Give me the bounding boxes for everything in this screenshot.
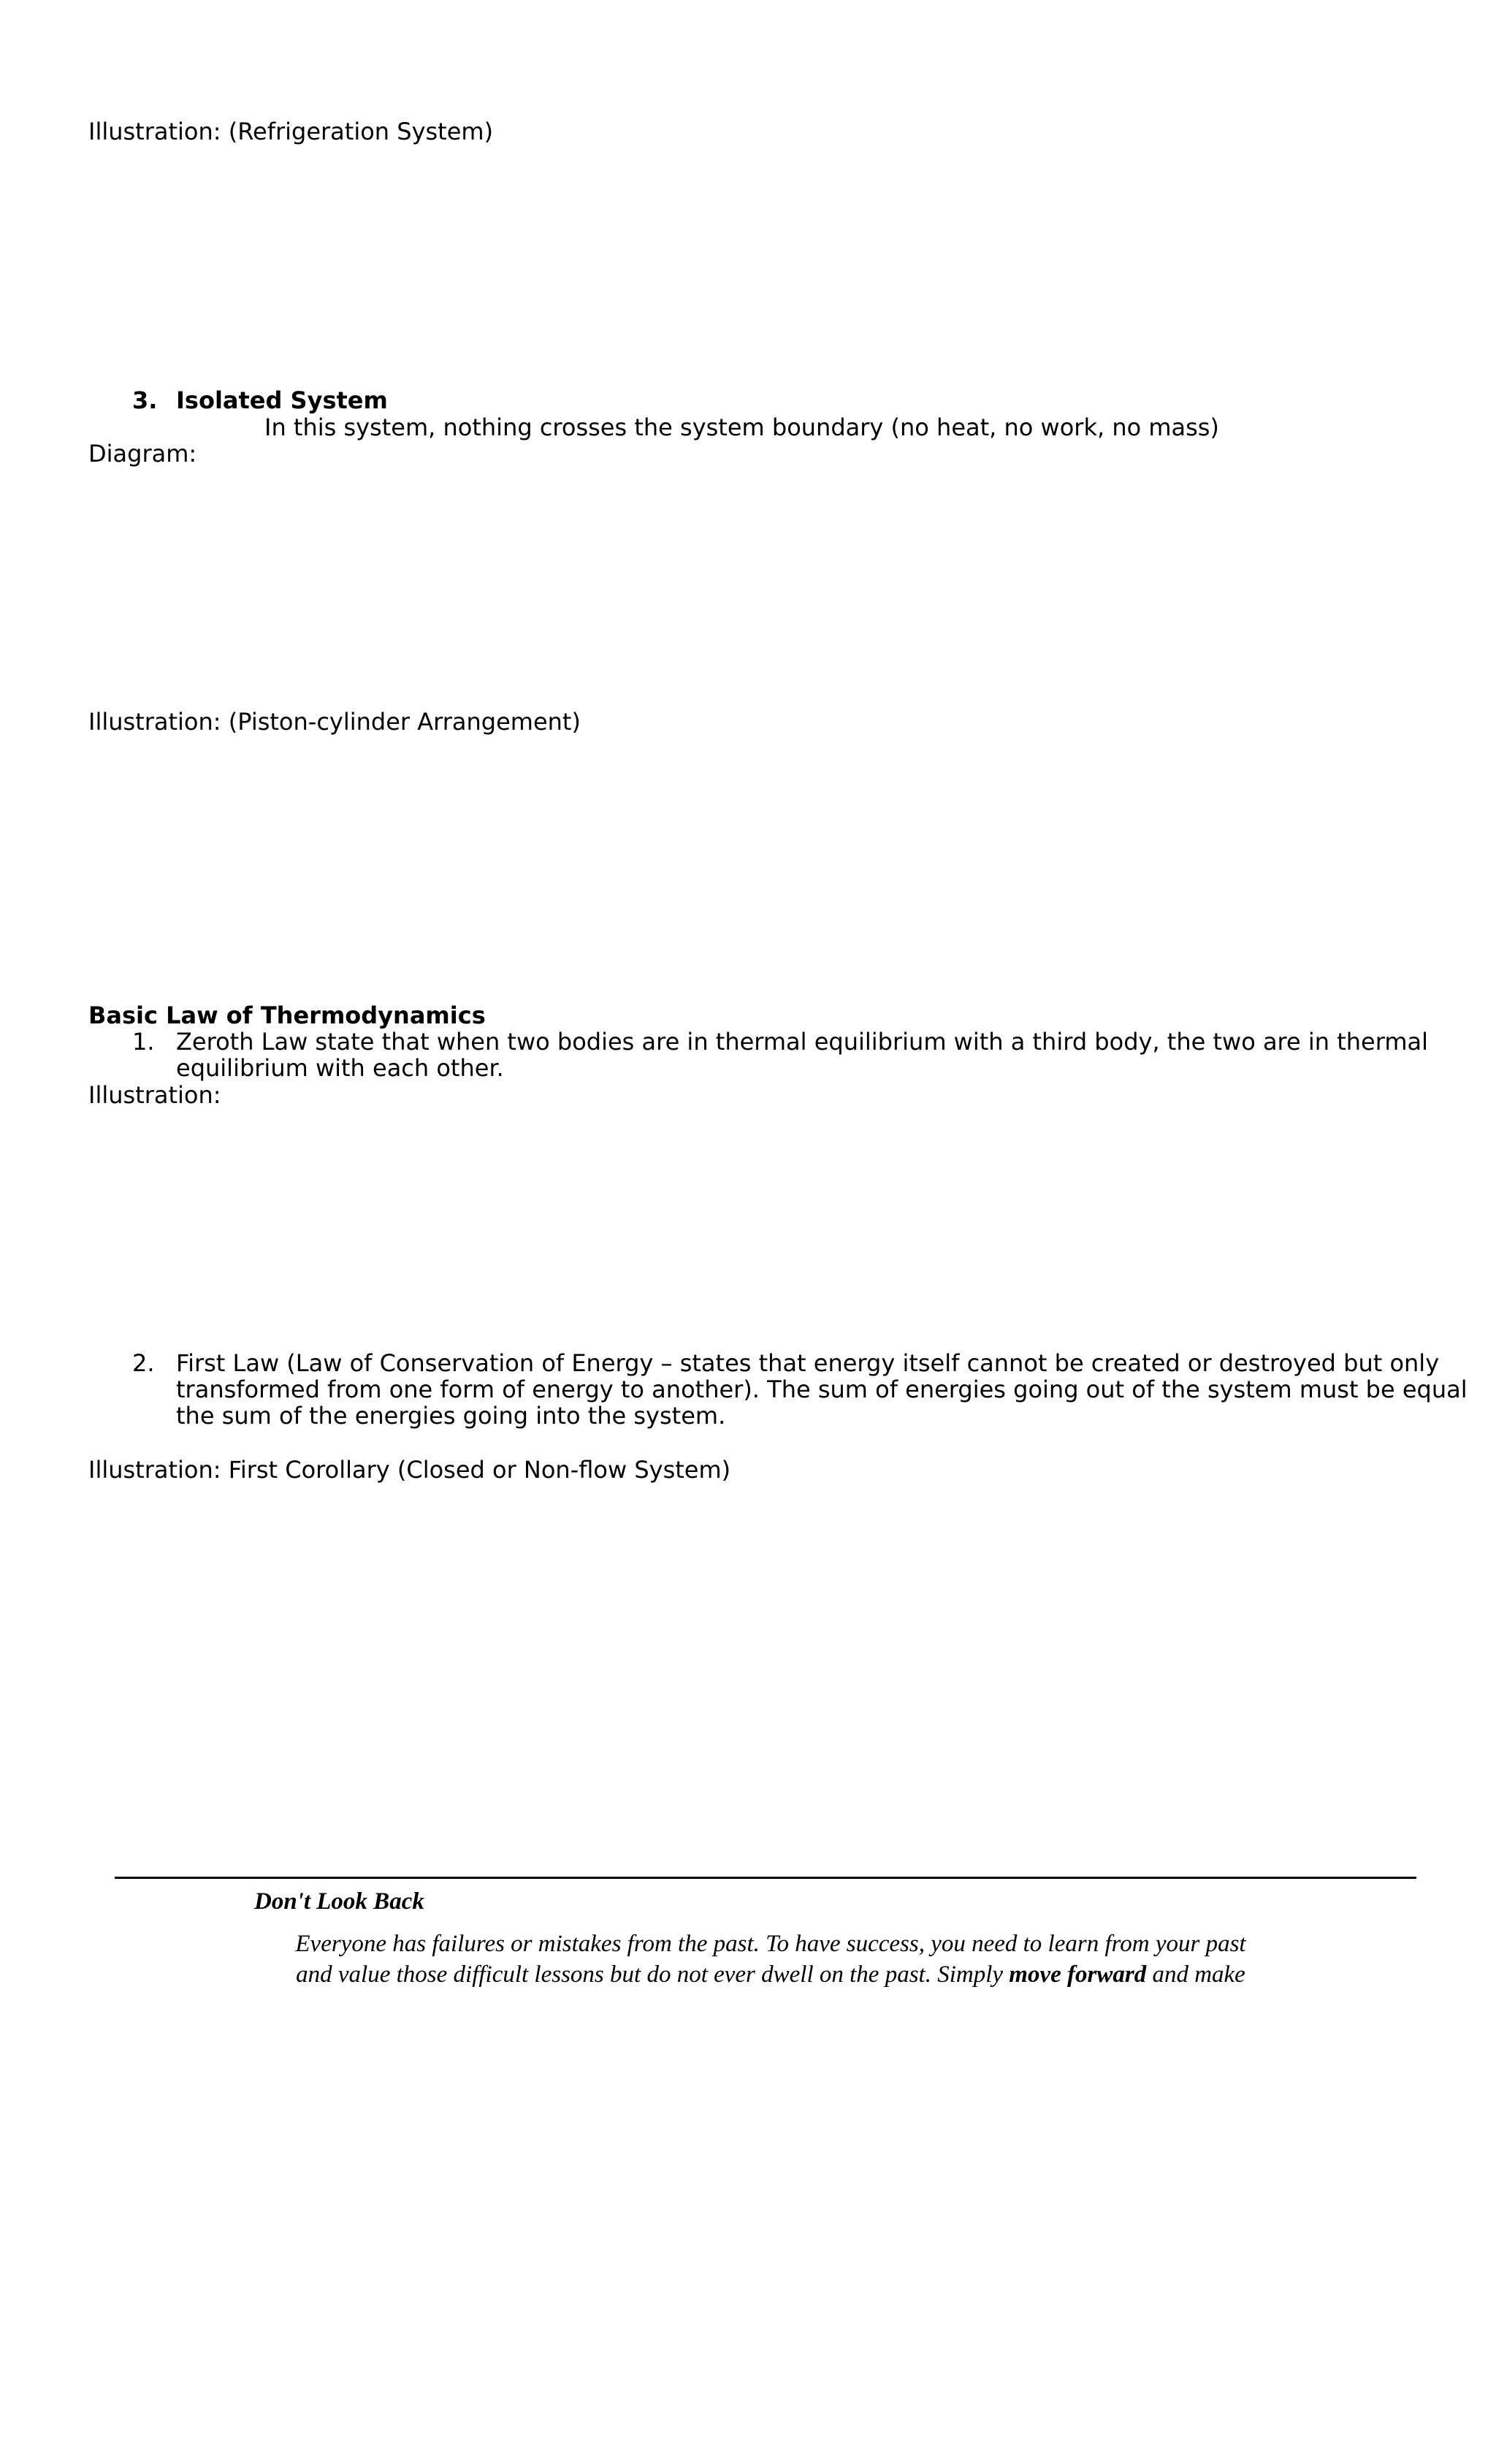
isolated-system-description: In this system, nothing crosses the system boundary (no heat, no work, no mass) <box>264 413 1219 441</box>
first-law-line-1: First Law (Law of Conservation of Energy – states that energy itself cannot be created or destroyed but only <box>176 1349 1440 1377</box>
zeroth-law-item <box>132 1029 1428 1055</box>
first-law-item <box>132 1350 1439 1376</box>
first-law-line-3: the sum of the energies going into the system. <box>176 1402 726 1430</box>
illustration-label: Illustration: <box>88 1081 221 1109</box>
diagram-label: Diagram: <box>88 440 197 468</box>
zeroth-law-line-2: equilibrium with each other. <box>176 1054 504 1082</box>
isolated-system-heading <box>132 387 388 413</box>
basic-law-heading: Basic Law of Thermodynamics <box>88 1002 486 1029</box>
illustration-piston-label: Illustration: (Piston-cylinder Arrangement) <box>88 708 581 736</box>
illustration-first-corollary-label: Illustration: First Corollary (Closed or Non-flow System) <box>88 1456 731 1484</box>
quote-title: Don't Look Back <box>254 1888 424 1915</box>
quote-line-2-end: and make <box>1146 1961 1245 1988</box>
quote-line-2 <box>223 1959 1318 1990</box>
footer-divider <box>115 1877 1416 1879</box>
isolated-system-title: Isolated System <box>176 386 388 414</box>
zeroth-law-line-1: Zeroth Law state that when two bodies are in thermal equilibrium with a third body, the two are in thermal <box>176 1028 1428 1056</box>
isolated-system-number: 3. <box>132 386 158 414</box>
quote-emphasis: move forward <box>1009 1961 1147 1988</box>
illustration-refrigeration-label: Illustration: (Refrigeration System) <box>88 118 494 145</box>
first-law-line-2: transformed from one form of energy to another). The sum of energies going out of the system must be equal <box>176 1376 1468 1403</box>
first-law-number: 2. <box>132 1349 155 1377</box>
quote-line-1: Everyone has failures or mistakes from the past. To have success, you need to learn from your past <box>295 1931 1246 1957</box>
quote-line-2-start: and value those difficult lessons but do not ever dwell on the past. Simply <box>296 1961 1010 1988</box>
zeroth-law-number: 1. <box>132 1028 155 1056</box>
